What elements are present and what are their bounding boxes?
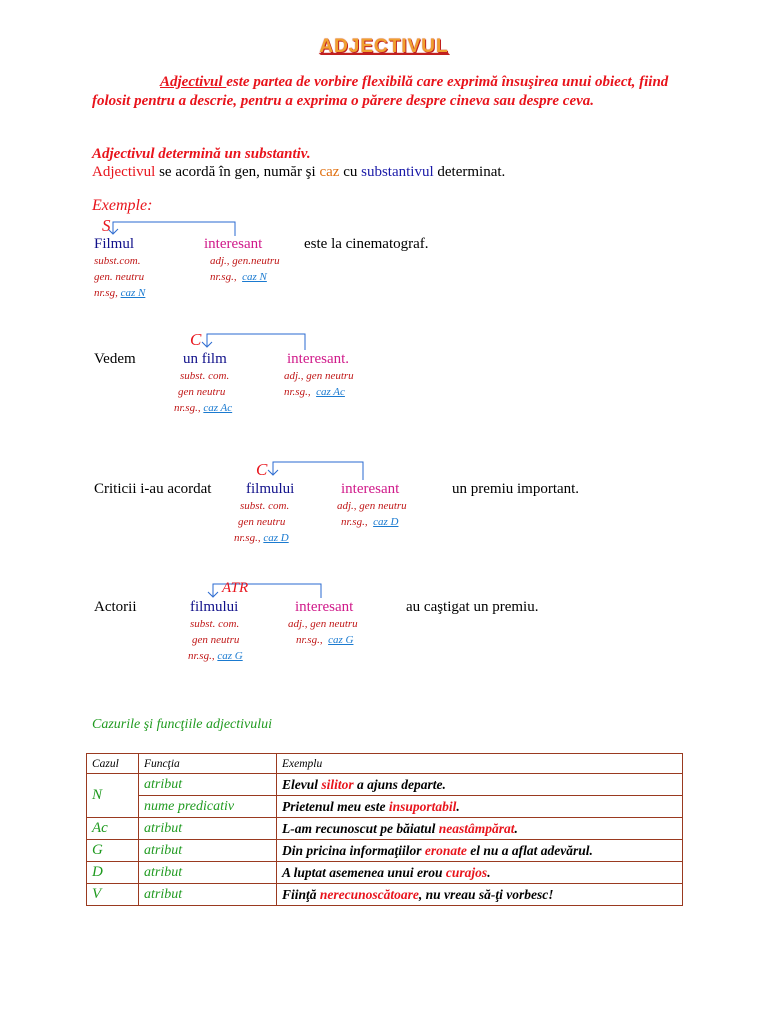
header-exemplu: Exemplu	[277, 754, 683, 774]
note-line: gen neutru	[238, 516, 286, 528]
row-function: atribut	[139, 840, 277, 862]
definition-paragraph	[92, 73, 672, 111]
note-line: adj., gen neutru	[284, 370, 354, 382]
arrow-ex2	[207, 334, 305, 350]
note-line: adj., gen neutru	[337, 500, 407, 512]
example-text: Elevul	[282, 776, 322, 792]
cases-table	[86, 753, 683, 906]
ex1-adj-notes	[210, 253, 280, 285]
case-link[interactable]: caz N	[242, 271, 267, 283]
case-link[interactable]: caz G	[328, 634, 354, 646]
note-line	[174, 400, 232, 416]
note-text: nr.sg.,	[234, 532, 261, 544]
ex3-noun-notes	[234, 498, 289, 546]
case-link[interactable]: caz Ac	[316, 386, 345, 398]
page-title: ADJECTIVUL	[319, 36, 449, 57]
note-text: nr.sg,	[94, 287, 118, 299]
note-line: adj., gen neutru	[288, 618, 358, 630]
ex2-noun-notes	[174, 368, 233, 416]
case-link[interactable]: caz Ac	[203, 402, 233, 414]
ex2-adjective: interesant.	[287, 351, 350, 367]
example-adjective: curajos	[445, 864, 488, 880]
ex4-adj-notes	[288, 616, 358, 648]
note-line	[284, 384, 354, 400]
row-function: atribut	[139, 862, 277, 884]
rule-text-1: se acordă în gen, număr şi	[155, 164, 320, 180]
row-example	[277, 774, 683, 796]
row-example	[277, 818, 683, 840]
example-text: Din pricina informaţiilor	[282, 842, 425, 858]
rule-adjectiv: Adjectivul	[92, 164, 156, 180]
row-function: atribut	[139, 818, 277, 840]
rule-caz: caz	[319, 164, 340, 180]
definition-text: este partea de vorbire flexibilă care exprimă însuşirea unui obiect, fiind folosit pentru a descrie, pentru a exprima o părere despre cineva sau despre ceva.	[92, 74, 669, 109]
header-cazul: Cazul	[87, 754, 139, 774]
note-line: gen neutru	[192, 634, 240, 646]
table-row	[87, 774, 683, 796]
note-text: nr.sg.,	[210, 271, 237, 283]
examples-label: Exemple:	[92, 197, 153, 214]
row-case: V	[87, 884, 139, 906]
ex3-before: Criticii i-au acordat	[94, 481, 212, 497]
example-text: el nu a aflat adevărul.	[466, 842, 593, 858]
ex4-noun: filmului	[190, 599, 239, 615]
header-functia: Funcţia	[139, 754, 277, 774]
note-text: nr.sg.,	[174, 402, 201, 414]
note-text: nr.sg.,	[284, 386, 311, 398]
example-adjective: nerecunoscătoare	[319, 886, 419, 902]
ex1-noun-notes	[94, 253, 145, 301]
ex3-adj-notes	[337, 498, 407, 530]
ex2-adj-notes	[284, 368, 354, 400]
table-row	[87, 884, 683, 906]
table-row	[87, 840, 683, 862]
case-link[interactable]: caz D	[263, 532, 289, 544]
note-line: subst. com.	[190, 618, 240, 630]
example-adjective: silitor	[321, 776, 354, 792]
definition-term: Adjectivul	[160, 74, 227, 90]
example-text: , nu vreau să-ţi vorbesc!	[418, 886, 554, 902]
row-example	[277, 862, 683, 884]
example-text: L-am recunoscut pe băiatul	[282, 820, 439, 836]
rule-text-3: determinat.	[433, 164, 506, 180]
rule-heading: Adjectivul determină un substantiv.	[92, 146, 311, 162]
example-text: .	[487, 864, 491, 880]
ex2-mark: C	[190, 330, 202, 349]
note-line	[234, 530, 289, 546]
ex2-verb: Vedem	[94, 351, 136, 367]
note-line	[210, 269, 280, 285]
row-case: D	[87, 862, 139, 884]
note-text: nr.sg.,	[188, 650, 215, 662]
row-example	[277, 840, 683, 862]
row-case: N	[87, 774, 139, 818]
table-row	[87, 796, 683, 818]
example-text: A luptat asemenea unui erou	[282, 864, 446, 880]
row-function: nume predicativ	[139, 796, 277, 818]
row-example	[277, 884, 683, 906]
note-text: nr.sg.,	[341, 516, 368, 528]
ex1-rest: este la cinematograf.	[304, 236, 429, 252]
example-text: .	[456, 798, 460, 814]
arrow-ex3	[273, 462, 363, 480]
ex1-noun: Filmul	[94, 236, 135, 252]
row-function: atribut	[139, 884, 277, 906]
note-text: nr.sg.,	[296, 634, 323, 646]
ex4-rest: au caştigat un premiu.	[406, 599, 539, 615]
note-line: adj., gen.neutru	[210, 255, 280, 267]
ex4-adjective: interesant	[295, 599, 354, 615]
example-adjective: insuportabil	[388, 798, 457, 814]
ex4-noun-notes	[188, 616, 243, 664]
table-row	[87, 818, 683, 840]
rule-substantivul: substantivul	[361, 164, 434, 180]
note-line: gen neutru	[178, 386, 226, 398]
example-text: .	[514, 820, 518, 836]
note-line: subst.com.	[94, 255, 141, 267]
rule-text-2: cu	[339, 164, 362, 180]
ex4-mark: ATR	[222, 580, 249, 596]
note-line	[288, 632, 358, 648]
row-example	[277, 796, 683, 818]
row-case: Ac	[87, 818, 139, 840]
ex1-mark: S	[102, 216, 111, 235]
table-header-row	[87, 754, 683, 774]
example-adjective: eronate	[424, 842, 467, 858]
ex3-noun: filmului	[246, 481, 295, 497]
note-line	[337, 514, 407, 530]
ex4-before: Actorii	[94, 599, 137, 615]
case-link[interactable]: caz G	[217, 650, 243, 662]
row-function: atribut	[139, 774, 277, 796]
ex1-adjective: interesant	[204, 236, 263, 252]
note-line	[188, 648, 243, 664]
table-title: Cazurile şi funcţiile adjectivului	[92, 717, 273, 732]
ex2-noun: un film	[183, 351, 227, 367]
rule-sentence	[92, 164, 505, 181]
case-link[interactable]: caz N	[120, 287, 146, 299]
arrow-ex1	[113, 222, 235, 236]
example-text: Fiinţă	[282, 886, 320, 902]
note-line: subst. com.	[180, 370, 230, 382]
row-case: G	[87, 840, 139, 862]
note-line: gen. neutru	[94, 271, 145, 283]
example-text: a ajuns departe.	[353, 776, 446, 792]
example-adjective: neastâmpărat	[438, 820, 515, 836]
ex3-rest: un premiu important.	[452, 481, 580, 497]
note-line: subst. com.	[240, 500, 290, 512]
ex3-adjective: interesant	[341, 481, 400, 497]
table-row	[87, 862, 683, 884]
note-line	[94, 285, 145, 301]
case-link[interactable]: caz D	[373, 516, 399, 528]
example-text: Prietenul meu este	[282, 798, 389, 814]
ex3-mark: C	[256, 460, 268, 479]
